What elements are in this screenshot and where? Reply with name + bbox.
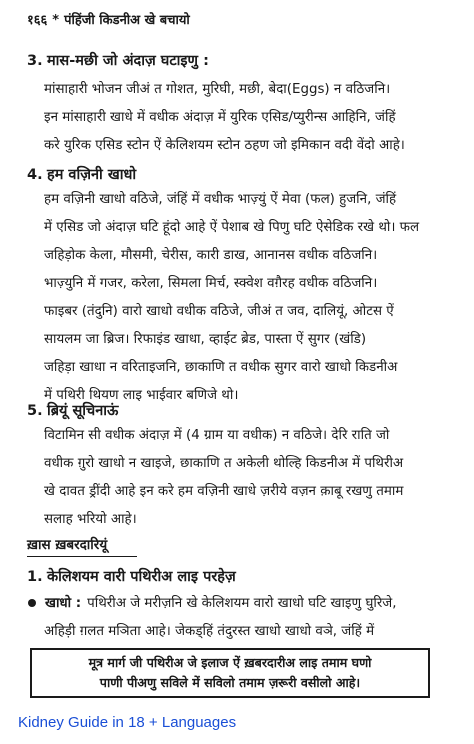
special-care-heading: ख़ास ख़बरदारियूं [27,537,108,553]
paragraph-line: खे दावत ड्रींदी आहे इन करे हम वज़िनी खाधे ज़रीये वज़न क़ाबू रखणु तमाम [44,484,404,499]
paragraph-line: सायलम जा ब्रिज। रिफाइंड खाधा, व्हाईट ब्रेड, पास्ता ऐं सुगर (खंडि) [44,332,367,347]
paragraph-line: जहिड़ोक केला, मौसमी, चेरीस, कारी डाख, आनानस वधीक वठिजनि। [44,248,378,263]
bullet-label: खाधो : [45,596,82,611]
paragraph-line: जहिड़ा खाधा न वरिताइजनि, छाकाणि त वधीक सुगर वारो खाधो किडनीअ [44,360,398,375]
paragraph-line: भाज़्युनि में गजर, करेला, सिमला मिर्च, स्क्वेश वग़ैरह वधीक वठिजनि। [44,276,378,291]
section-heading [27,164,136,184]
section-paragraph [44,76,458,160]
header-separator: * [52,13,60,28]
care-item-heading [27,566,236,586]
section-heading [27,400,118,420]
page-number: १६६ [27,13,48,28]
section-heading [27,50,209,70]
running-title: पंहिंजी किडनीअ खे बचायो [64,13,190,28]
section-number: 5. [27,403,43,419]
paragraph-line: हम वज़िनी खाधो वठिजे, जंहिं में वधीक भाज़्युं ऐं मेवा (फल) हुजनि, जंहिं [44,192,397,207]
section-number: 3. [27,53,43,69]
paragraph-line: में एसिड जो अंदाज़ घटि हूंदो आहे ऐं पेशाब खे पिणु घटि ऐसेडिक रखे थो। फल [44,220,420,235]
paragraph-line: वधीक ग़ुरो खाधो न खाइजे, छाकाणि त अकेली थोल्हि किडनीअ में पथिरीअ [44,456,404,471]
care-item-number: 1. [27,569,43,585]
section-title: ब्रियूं सूचिनाऊं [47,403,119,419]
footer-caption: Kidney Guide in 18 + Languages [18,714,237,731]
section-title: हम वज़िनी खाधो [47,167,137,183]
paragraph-line: करे युरिक एसिड स्टोन ऐं केलिशयम स्टोन ठहण जो इमिकान वदी वेंदो आहे। [44,138,405,153]
callout-line: पाणी पीअणु सविले में सविलो तमाम ज़रूरी वसीलो आहे। [99,675,361,690]
paragraph-line: इन मांसाहारी खाधे में वधीक अंदाज़ में युरिक एसिड/प्युरीन्स आहिनि, जंहिं [44,110,396,125]
bullet-icon [28,599,36,607]
section-number: 4. [27,167,43,183]
bullet-item [27,590,397,618]
page-header [27,10,190,28]
paragraph-line: मांसाहारी भोजन जीअं त गोशत, मुरिघी, मछी, बेदा(Eggs) न वठिजनि। [44,82,391,97]
care-item-title: केलिशयम वारी पथिरीअ लाइ परहेज़ [47,569,236,585]
bullet-continuation: अहिड़ी ग़लत मञिता आहे। जेकड्हिं तंदुरस्त खाधो खाधो वञे, जंहिं में [44,624,375,639]
paragraph-line: विटामिन सी वधीक अंदाज़ में (4 ग्राम या वधीक) न वठिजे। देरि राति जो [44,428,390,443]
bullet-text: पथिरीअ जे मरीज़नि खे केलिशयम वारो खाधो घटि खाइणु घुरिजे, [87,596,397,611]
section-paragraph [44,422,458,534]
heading-underline [27,556,137,557]
callout-box [30,648,430,698]
paragraph-line: में पथिरी थियण लाइ भाईवार बणिजे थो। [44,388,239,403]
paragraph-line: फाइबर (तंदुनि) वारो खाधो वधीक वठिजे, जीअं त जव, दालियूं, ओटस ऐं [44,304,394,319]
section-title: मास-मछी जो अंदाज़ घटाइणु : [47,53,209,69]
callout-line: मूत्र मार्ग जी पथिरीअ जे इलाज ऐं ख़बरदारीअ लाइ तमाम घणो [88,655,372,670]
section-paragraph [44,186,458,410]
paragraph-line: सलाह भरियो आहे। [44,512,137,527]
